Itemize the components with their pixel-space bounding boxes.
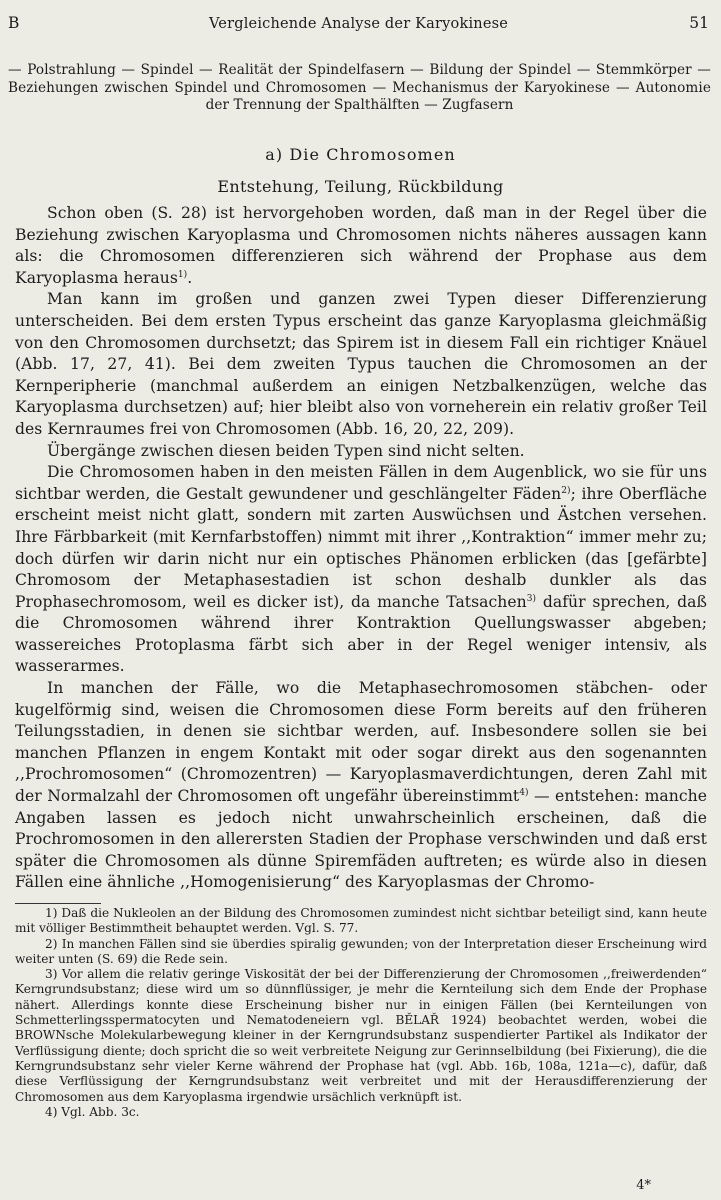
footnote-ref: 4) [519,788,529,799]
paragraph: In manchen der Fälle, wo die Metaphasechromosomen stäbchen- oder kugelförmig sind, weisen die Chromosomen diese Form bereits auf den früheren Teilungsstadien, in denen sie sichtbar werden, auf. Insbesondere sollen sie bei manchen Pflanzen in engem Kontakt mit oder sogar direkt aus den sogenannten ,,Prochromosomen“ (Chromozentren) — Karyoplasmaverdichtungen, deren Zahl mit der Normalzahl der Chromosomen oft ungefähr übereinstimmt$^{4)}$ — entstehen: manche Angaben lassen es jedoch nicht unwahrscheinlich erscheinen, daß die Prochromosomen in den allerersten Stadien der Prophase verschwinden und daß erst später die Chromosomen als dünne Spiremfäden auftreten; es würde also in diesen Fällen eine ähnliche ,,Homogenisierung“ des Karyoplasmas der Chromo- [15,679,708,892]
running-header [8,14,709,38]
footnote: 1) Daß die Nukleolen an der Bildung des Chromosomen zumindest nicht sichtbar beteiligt sind, kann heute mit völliger Bestimmtheit behauptet werden. Vgl. S. 77. [15,906,707,936]
section-heading: a) Die Chromosomen [265,145,456,164]
paragraph: Man kann im großen und ganzen zwei Typen dieser Differenzierung unterscheiden. Bei dem ersten Typus erscheint das ganze Karyoplasma gleichmäßig von den Chromosomen durchsetzt; das Spirem ist in diesem Fall ein richtiger Knäuel (Abb. 17, 27, 41). Bei dem zweiten Typus tauchen die Chromosomen an der Kernperipherie (manchmal außerdem an einigen Netzbalkenzügen, welche das Karyoplasma durchsetzen) auf; hier bleibt also von vorneherein ein relativ großer Teil des Kernraumes frei von Chromosomen (Abb. 16, 20, 22, 209). [15,290,707,438]
footnote-ref: 1) [177,269,188,280]
footnote: 3) Vor allem die relativ geringe Viskosität der bei der Differenzierung der Chromosomen ,,freiwerdenden“ Kerngrundsubstanz; diese wird um so dünnflüssiger, je mehr die Kernteilung sich dem Ende der Prophase nähert. Allerdings konnte diese Erscheinung bisher nur in einigen Fällen (bei Kernteilungen von Schmetterlingsspermatocyten und Nematodeneiern vgl. BĚLAŘ 1924) beobachtet werden, wobei die BROWNsche Molekularbewegung kleiner in der Kerngrundsubstanz suspendierter Partikel als Indikator der Verflüssigung diente; doch spricht die so weit verbreitete Neigung zur Gerinnselbildung (bei Fixierung), die die Kerngrundsubstanz sehr vieler Kerne während der Prophase hat (vgl. Abb. 16b, 108a, 121a—c), dafür, daß diese Verflüssigung der Kerngrundsubstanz weit verbreitet und mit der Herausdifferenzierung der Chromosomen aus dem Karyoplasma irgendwie ursächlich verknüpft ist. [15,967,707,1104]
paragraph: Schon oben (S. 28) ist hervorgehoben worden, daß man in der Regel über die Beziehung zwischen Karyoplasma und Chromosomen nichts näheres aussagen kann als: die Chromosomen differenzieren sich während der Prophase aus dem Karyoplasma heraus$^{1)}$. [15,204,707,287]
footnote-ref: 3) [526,593,537,604]
section-subheading: Entstehung, Teilung, Rückbildung [217,177,504,196]
footnote: 2) In manchen Fällen sind sie überdies spiralig gewunden; von der Interpretation dieser Erscheinung wird weiter unten (S. 69) die Rede sein. [15,936,707,966]
footnote: 4) Vgl. Abb. 3c. [45,1104,140,1119]
footnote-divider [15,903,101,904]
footnotes [15,906,707,1120]
body-text [15,203,707,894]
running-title: Vergleichende Analyse der Karyokinese [208,16,509,32]
chapter-keywords: — Polstrahlung — Spindel — Realität der Spindelfasern — Bildung der Spindel — Stemmkörper — Beziehungen zwischen Spindel und Chromosomen — Mechanismus der Karyokinese — Autonomie der Trennung der Spalthälften — Zugfasern [8,62,711,113]
page-number: 51 [689,14,709,32]
section-letter: B [8,14,20,32]
paragraph: Die Chromosomen haben in den meisten Fällen in dem Augenblick, wo sie für uns sichtbar werden, die Gestalt gewundener und geschlängelter Fäden$^{2)}$; ihre Oberfläche erscheint meist nicht glatt, sondern mit zarten Auswüchsen und Ästchen versehen. Ihre Färbbarkeit (mit Kernfarbstoffen) nimmt mit ihrer ,,Kontraktion“ immer mehr zu; doch dürfen wir darin nicht nur ein optisches Phänomen erblicken (das [gefärbte] Chromosom der Metaphasestadien ist schon deshalb dunkler als das Prophasechromosom, weil es dicker ist), da manche Tatsachen$^{3)}$ dafür sprechen, daß die Chromosomen während ihrer Kontraktion Quellungswasser abgeben; wassereiches Protoplasma färbt sich aber in der Regel weniger intensiv, als wasserarmes. [15,463,707,676]
paragraph: Übergänge zwischen diesen beiden Typen sind nicht selten. [47,441,525,460]
printer-signature: 4* [636,1178,651,1193]
footnote-ref: 2) [561,485,571,496]
